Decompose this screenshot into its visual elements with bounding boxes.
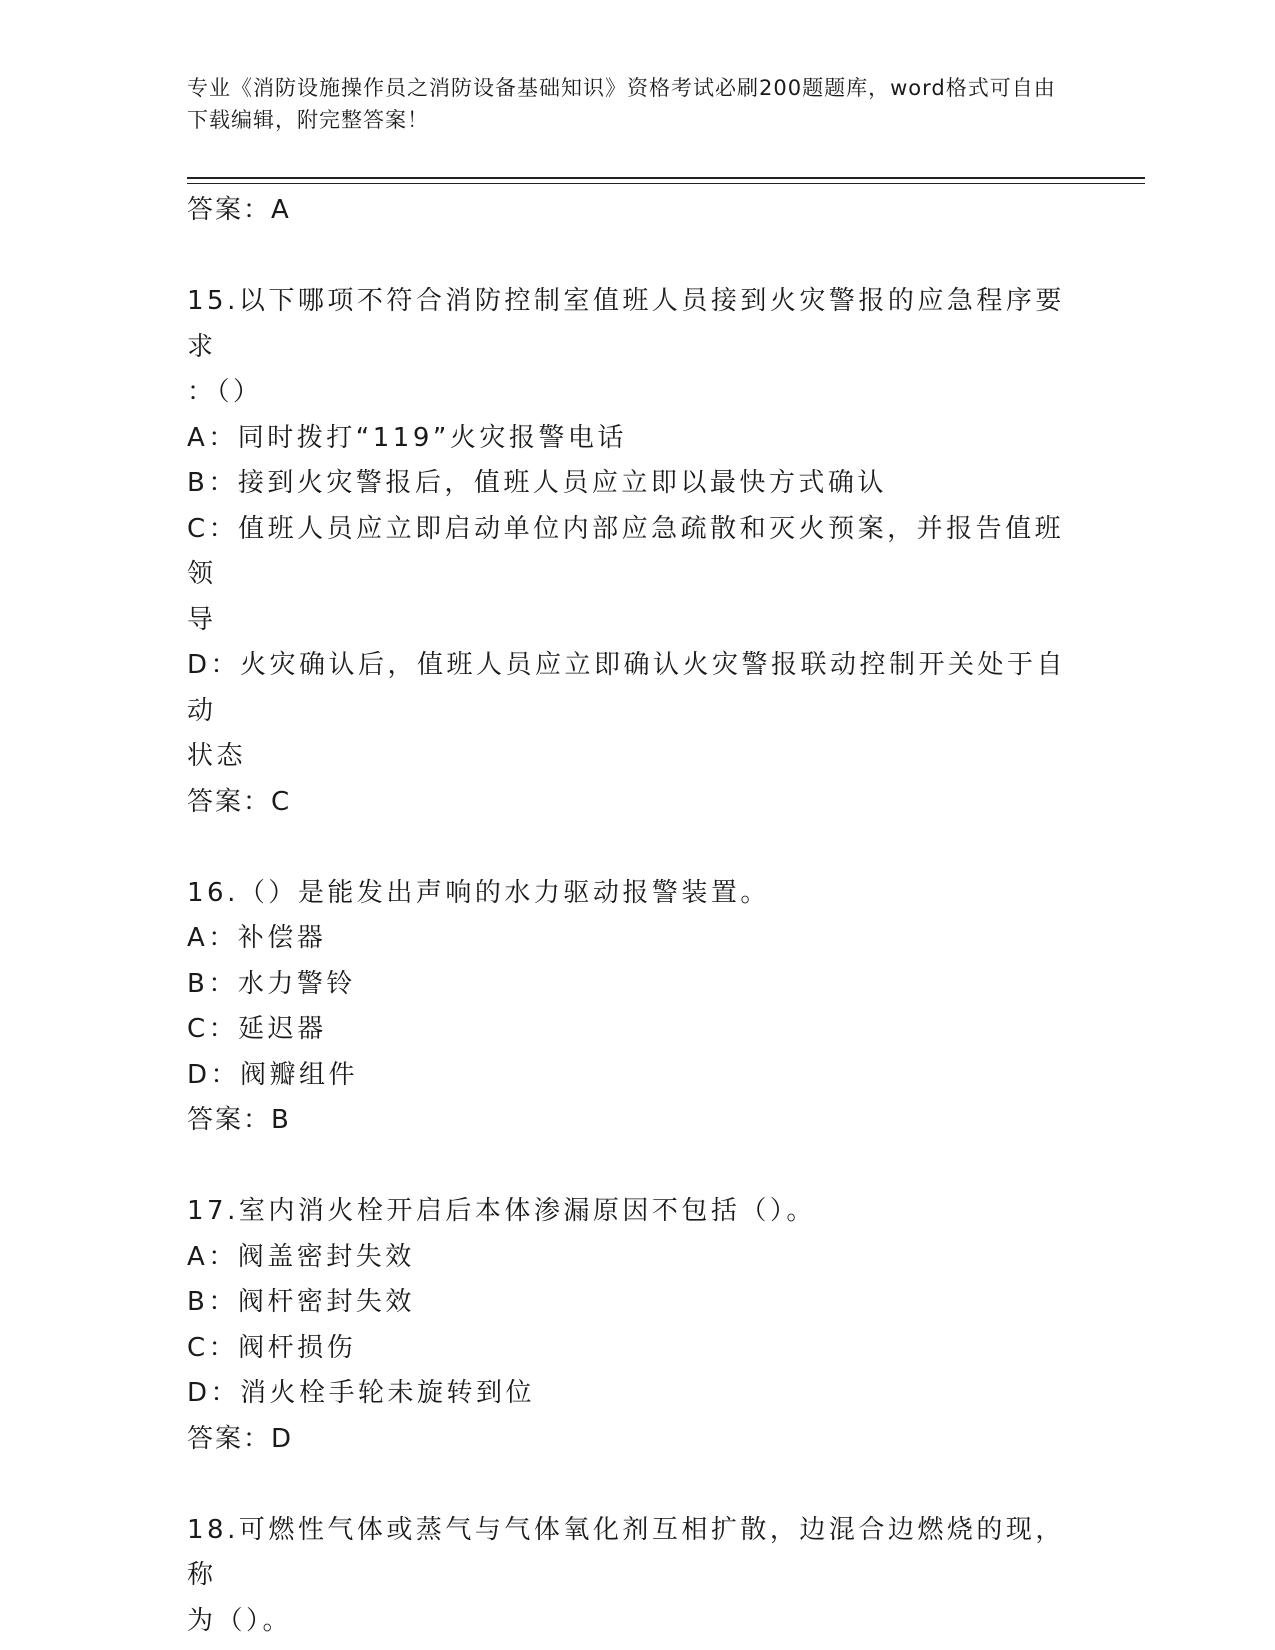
option-d: D：火灾确认后，值班人员应立即确认火灾警报联动控制开关处于自动 [187,650,1067,726]
option-a: A：阀盖密封失效 [187,1241,415,1272]
option-a: A：补偿器 [187,923,327,953]
question-stem: ：（） [187,377,263,407]
question-18 [187,1508,1067,1645]
document-header: 专业《消防设施操作员之消防设备基础知识》资格考试必刷200题题库，word格式可自由下载编辑，附完整答案！ [187,76,1056,132]
question-spacer [187,1462,1067,1508]
question-spacer [187,1144,1067,1190]
question-spacer [187,825,1067,871]
answer-line: 答案：D [187,1423,294,1454]
question-stem: 16.（）是能发出声响的水力驱动报警装置。 [187,877,770,908]
question-15 [187,279,1067,825]
option-c-continued: 导 [187,604,217,635]
option-d: D：阀瓣组件 [187,1059,359,1090]
option-c: C：延迟器 [187,1014,327,1044]
question-stem: 18.可燃性气体或蒸气与气体氧化剂互相扩散，边混合边燃烧的现，称 [187,1514,1065,1590]
header-divider-thin [187,183,1145,184]
option-b: B：阀杆密封失效 [187,1287,415,1317]
option-c: C：值班人员应立即启动单位内部应急疏散和灭火预案，并报告值班领 [187,513,1065,589]
option-a: A：同时拨打“119”火灾报警电话 [187,422,627,453]
question-spacer [187,234,1067,280]
header-divider-thick [187,177,1145,179]
question-stem: 17.室内消火栓开启后本体渗漏原因不包括（）。 [187,1196,816,1226]
option-b: B：水力警铃 [187,968,356,999]
question-list [187,188,1067,1644]
option-d-continued: 状态 [187,741,247,771]
question-16 [187,871,1067,1144]
question-stem: 15.以下哪项不符合消防控制室值班人员接到火灾警报的应急程序要求 [187,286,1065,362]
option-d: D：消火栓手轮未旋转到位 [187,1378,536,1408]
answer-line: 答案：B [187,1105,291,1135]
answer-line: 答案：A [187,195,291,225]
option-c: C：阀杆损伤 [187,1332,357,1363]
answer-line: 答案：C [187,786,292,817]
option-b: B：接到火灾警报后，值班人员应立即以最快方式确认 [187,468,887,498]
question-17 [187,1189,1067,1462]
question-stem-continued: 为（）。 [187,1605,293,1636]
